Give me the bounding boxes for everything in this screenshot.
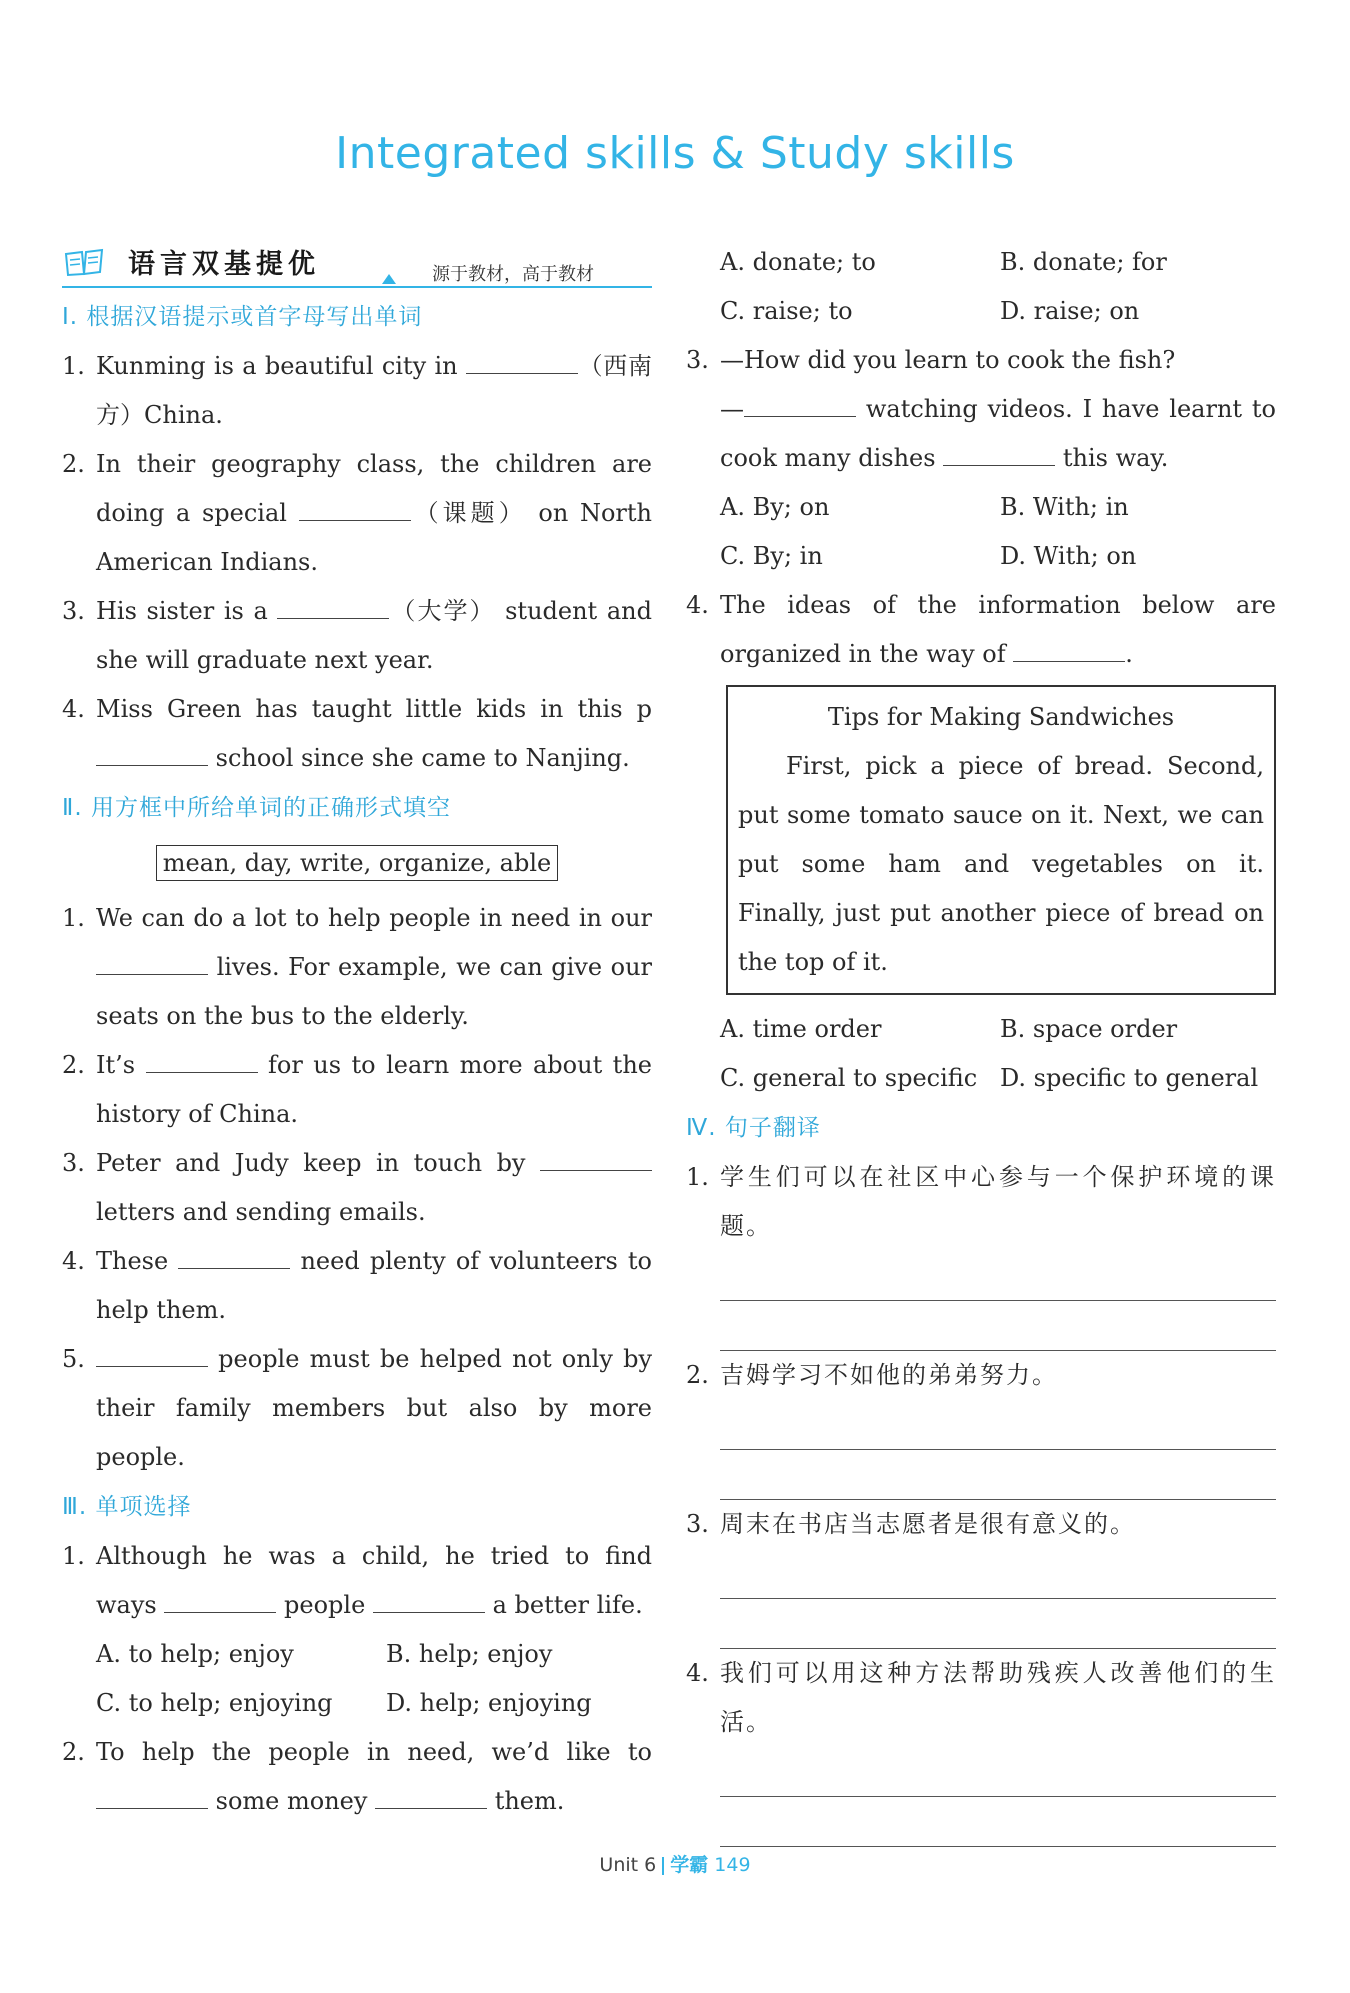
s1-item-2: 2. In their geography class, the children are doing a special （课题） on North American Indians. xyxy=(62,450,652,576)
right-column xyxy=(686,238,1276,1847)
option-d[interactable]: D. With; on xyxy=(1000,542,1137,570)
open-book-icon xyxy=(64,246,104,295)
option-a[interactable]: A. time order xyxy=(720,1015,882,1043)
section-2-heading: Ⅱ. 用方框中所给单词的正确形式填空 xyxy=(62,795,451,821)
s4-item-3: 3. 周末在书店当志愿者是很有意义的。 xyxy=(686,1510,1136,1538)
s2-item-5: 5. people must be helped not only by their family members but also by more people. xyxy=(62,1345,652,1471)
option-b[interactable]: B. donate; for xyxy=(1000,248,1167,276)
option-b[interactable]: B. With; in xyxy=(1000,493,1129,521)
s1-item-1: 1. Kunming is a beautiful city in （西南方）China. xyxy=(62,352,652,429)
answer-blank[interactable] xyxy=(164,1590,276,1613)
answer-blank[interactable] xyxy=(96,1786,208,1809)
s3-q4-options xyxy=(686,1005,1276,1103)
s4-item-1: 1. 学生们可以在社区中心参与一个保护环境的课题。 xyxy=(686,1163,1276,1240)
answer-blank[interactable] xyxy=(146,1050,258,1073)
answer-blank[interactable] xyxy=(1013,639,1125,662)
footer-divider xyxy=(662,1857,664,1875)
answer-line[interactable] xyxy=(720,1301,1276,1351)
option-c[interactable]: C. By; in xyxy=(720,542,823,570)
section-banner xyxy=(62,238,652,288)
answer-line[interactable] xyxy=(720,1450,1276,1500)
s3-question-3: 3. —How did you learn to cook the fish? — watching videos. I have learnt to cook many dishes this way. xyxy=(686,346,1276,472)
option-b[interactable]: B. help; enjoy xyxy=(386,1640,553,1668)
option-d[interactable]: D. specific to general xyxy=(1000,1064,1259,1092)
tips-box-text: First, pick a piece of bread. Second, put some tomato sauce on it. Next, we can put some ham and vegetables on it. Finally, just put another piece of bread on the top of it. xyxy=(738,752,1264,976)
option-c[interactable]: C. raise; to xyxy=(720,297,853,325)
option-a[interactable]: A. to help; enjoy xyxy=(96,1640,294,1668)
s2-item-4: 4. These need plenty of volunteers to help them. xyxy=(62,1247,652,1324)
section-3-heading: Ⅲ. 单项选择 xyxy=(62,1494,192,1520)
answer-blank[interactable] xyxy=(943,443,1055,466)
left-column xyxy=(62,238,652,1826)
option-c[interactable]: C. to help; enjoying xyxy=(96,1689,333,1717)
s1-item-3: 3. His sister is a （大学） student and she will graduate next year. xyxy=(62,597,652,674)
option-d[interactable]: D. help; enjoying xyxy=(386,1689,592,1717)
tips-box xyxy=(726,685,1276,995)
page-number: 149 xyxy=(714,1854,751,1876)
answer-blank[interactable] xyxy=(178,1246,290,1269)
answer-line[interactable] xyxy=(720,1747,1276,1797)
banner-subtitle: 源于教材，高于教材 xyxy=(432,264,594,285)
s2-item-3: 3. Peter and Judy keep in touch by letters and sending emails. xyxy=(62,1139,652,1237)
s2-item-1: 1. We can do a lot to help people in need in our lives. For example, we can give our seats on the bus to the elderly. xyxy=(62,904,652,1030)
word-box: mean, day, write, organize, able xyxy=(156,845,558,881)
answer-blank[interactable] xyxy=(744,394,856,417)
answer-blank[interactable] xyxy=(96,952,208,975)
answer-blank[interactable] xyxy=(466,351,578,374)
answer-line[interactable] xyxy=(720,1400,1276,1450)
answer-blank[interactable] xyxy=(373,1590,485,1613)
banner-title: 语言双基提优 xyxy=(128,249,320,280)
option-a[interactable]: A. By; on xyxy=(720,493,830,521)
s3-question-2: 2. To help the people in need, we’d like to some money them. xyxy=(62,1738,652,1815)
section-4-heading: Ⅳ. 句子翻译 xyxy=(686,1115,821,1141)
option-c[interactable]: C. general to specific xyxy=(720,1064,978,1092)
s4-item-4: 4. 我们可以用这种方法帮助残疾人改善他们的生活。 xyxy=(686,1659,1276,1736)
s3-q1-options xyxy=(62,1630,652,1728)
answer-blank[interactable] xyxy=(96,1344,208,1367)
answer-blank[interactable] xyxy=(299,498,411,521)
s3-q2-options xyxy=(686,238,1276,336)
footer-brand: 学霸 xyxy=(670,1854,709,1876)
s4-item-2: 2. 吉姆学习不如他的弟弟努力。 xyxy=(686,1361,1058,1389)
page-title: Integrated skills & Study skills xyxy=(335,128,1015,179)
answer-line[interactable] xyxy=(720,1251,1276,1301)
s2-item-2: 2. It’s for us to learn more about the history of China. xyxy=(62,1051,652,1128)
tips-box-title: Tips for Making Sandwiches xyxy=(827,703,1175,731)
answer-line[interactable] xyxy=(720,1549,1276,1599)
answer-blank[interactable] xyxy=(96,743,208,766)
option-d[interactable]: D. raise; on xyxy=(1000,297,1140,325)
answer-line[interactable] xyxy=(720,1599,1276,1649)
s1-item-4: 4. Miss Green has taught little kids in this p school since she came to Nanjing. xyxy=(62,695,652,772)
s3-question-4: 4. The ideas of the information below are organized in the way of . xyxy=(686,591,1276,668)
page-footer xyxy=(0,1850,1350,1877)
s3-question-1: 1. Although he was a child, he tried to find ways people a better life. xyxy=(62,1542,652,1619)
answer-line[interactable] xyxy=(720,1797,1276,1847)
answer-blank[interactable] xyxy=(375,1786,487,1809)
footer-unit: Unit 6 xyxy=(599,1854,657,1876)
section-1-heading: Ⅰ. 根据汉语提示或首字母写出单词 xyxy=(62,304,423,330)
answer-blank[interactable] xyxy=(540,1148,652,1171)
banner-triangle xyxy=(382,274,396,284)
option-b[interactable]: B. space order xyxy=(1000,1015,1178,1043)
answer-blank[interactable] xyxy=(277,596,389,619)
s3-q3-options xyxy=(686,483,1276,581)
option-a[interactable]: A. donate; to xyxy=(720,248,876,276)
